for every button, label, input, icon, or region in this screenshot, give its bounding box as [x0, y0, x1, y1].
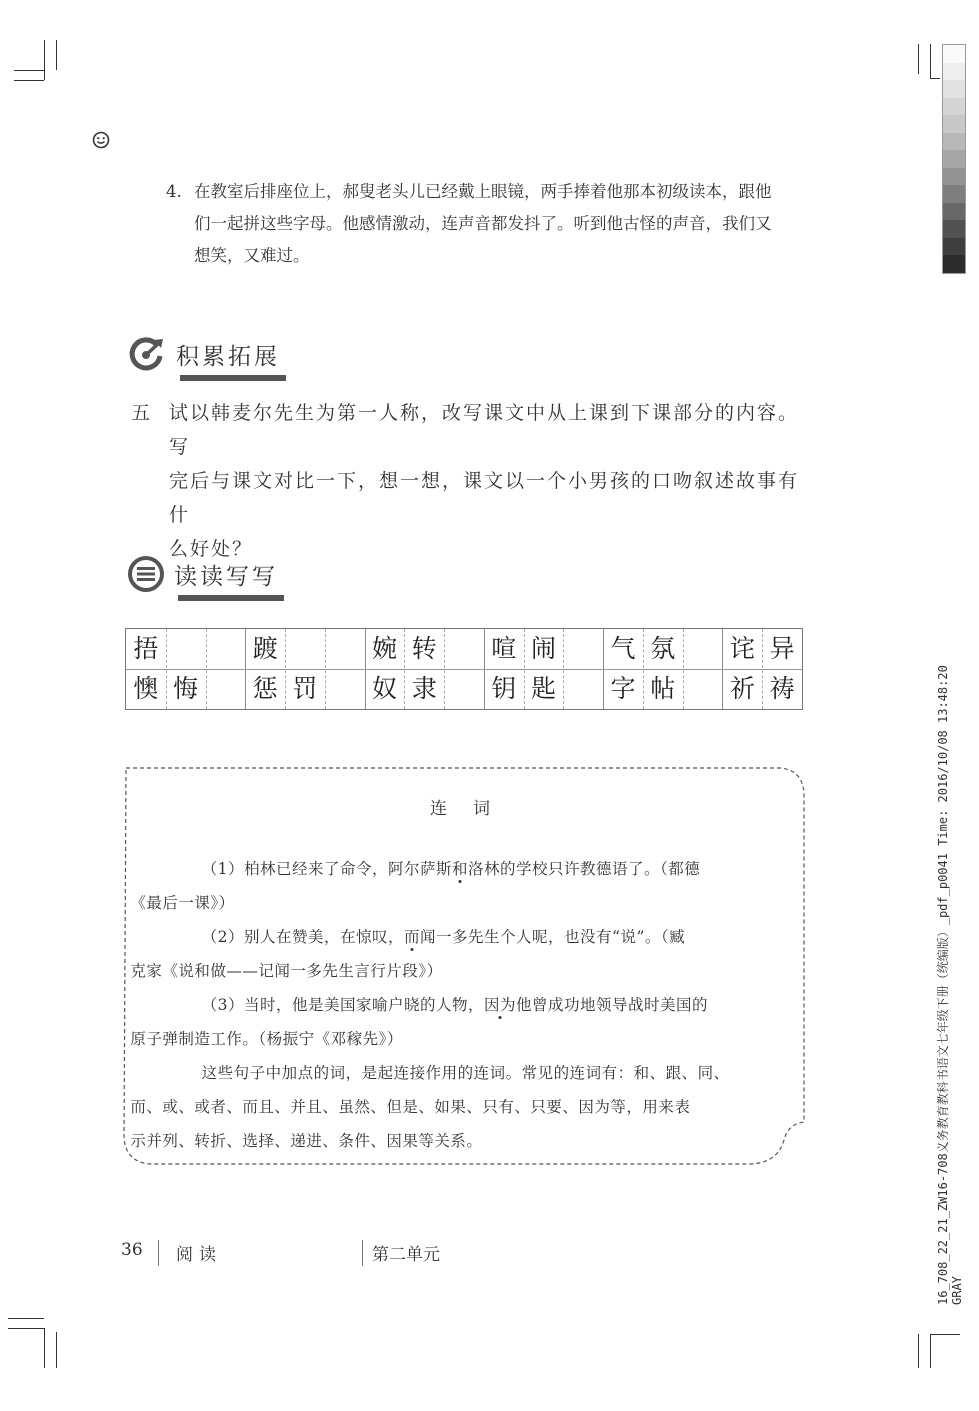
crop-mark [930, 1334, 931, 1368]
smiley-icon [92, 131, 110, 149]
page-number: 36 [121, 1240, 143, 1260]
vocab-char [444, 629, 484, 669]
vocab-char: 帖 [650, 674, 676, 703]
question-line: 试以韩麦尔先生为第一人称，改写课文中从上课到下课部分的内容。写 [169, 402, 800, 458]
vocab-char: 惩 [252, 674, 278, 703]
vocab-grid [125, 628, 803, 710]
vocab-char [683, 669, 723, 709]
crop-mark [14, 70, 44, 71]
question-line: 完后与课文对比一下，想一想，课文以一个小男孩的口吻叙述故事有什 [169, 470, 800, 526]
footer-section: 阅读 [176, 1245, 222, 1265]
vocab-char: 闹 [531, 634, 557, 663]
vocab-char: 罚 [292, 674, 318, 703]
vocab-char [206, 669, 246, 709]
vocab-char: 隶 [411, 674, 437, 703]
vocab-char: 字 [610, 674, 636, 703]
crop-mark [56, 40, 57, 70]
vocab-char [563, 629, 603, 669]
crop-mark [8, 1318, 44, 1319]
footer-divider [158, 1240, 159, 1266]
dotted-word: 和 [452, 860, 469, 878]
box-body [130, 852, 786, 1158]
crop-mark [8, 1328, 44, 1329]
summary: 这些句子中加点的词，是起连接作用的连词。常见的连词有：和、跟、同、 而、或、或者、而且、并且、虽然、但是、如果、只有、只要、因为等，用来表 示并列、转折、选择、递进、条件、因果等关系。 [130, 1064, 730, 1150]
vocab-row [126, 669, 802, 709]
passage-line: 们一起拼这些字母。他感情激动，连声音都发抖了。听到他古怪的声音，我们又 [194, 214, 772, 233]
section-header-accumulate [128, 334, 280, 374]
section-title: 读读写写 [174, 558, 278, 591]
item-number: 4. [166, 182, 182, 201]
passage-line: 想笑，又难过。 [194, 246, 310, 265]
vocab-char [683, 629, 723, 669]
example-1: （1）柏林已经来了命令，阿尔萨斯和洛林的学校只许教德语了。（都德 《最后一课》） [130, 860, 701, 912]
vocab-char: 转 [411, 634, 437, 663]
vocab-char: 婉 [371, 634, 397, 663]
passage-line: 在教室后排座位上，郝叟老头儿已经戴上眼镜，两手捧着他那本初级读本，跟他 [194, 182, 772, 201]
example-3: （3）当时，他是美国家喻户晓的人物，因为他曾成功地领导战时美国的 原子弹制造工作。（杨振宁《邓稼先》） [130, 996, 709, 1048]
crop-mark [930, 1334, 960, 1335]
section-title: 积累拓展 [176, 338, 280, 371]
footer-divider [362, 1240, 363, 1266]
vocab-char [563, 669, 603, 709]
vocab-char [325, 669, 365, 709]
vocab-char: 喧 [491, 634, 517, 663]
crop-mark [56, 1332, 57, 1368]
passage-item-4 [166, 176, 806, 272]
vocab-char: 匙 [531, 674, 557, 703]
crop-mark [918, 44, 919, 74]
vocab-char: 懊 [133, 674, 159, 703]
example-2: （2）别人在赞美，在惊叹，而闻一多先生个人呢，也没有“说”。（臧 克家《说和做——记闻一多先生言行片段》） [130, 928, 686, 980]
crop-mark [930, 44, 931, 78]
vocab-char [285, 629, 325, 669]
question-5 [131, 396, 811, 566]
vocab-char: 奴 [371, 674, 397, 703]
vocab-char [166, 629, 206, 669]
title-underline [180, 375, 286, 381]
title-underline [178, 595, 284, 601]
crop-mark [14, 80, 44, 81]
vocab-char: 气 [610, 634, 636, 663]
vocab-char [206, 629, 246, 669]
vocab-char: 祈 [729, 674, 755, 703]
vocab-char: 钥 [491, 674, 517, 703]
gray-scale-bar [942, 44, 966, 274]
footer-unit: 第二单元 [372, 1245, 440, 1265]
crop-mark [930, 78, 940, 79]
vocab-char: 踱 [252, 634, 278, 663]
vocab-char [444, 669, 484, 709]
crop-mark [918, 1334, 919, 1368]
crop-mark [44, 1328, 45, 1368]
box-title: 连词 [430, 799, 516, 819]
vocab-char: 氛 [650, 634, 676, 663]
vocab-char: 诧 [729, 634, 755, 663]
vocab-char: 捂 [133, 634, 159, 663]
question-line: 么好处？ [169, 538, 254, 560]
arrow-target-icon [128, 334, 168, 374]
dotted-word: 因为 [484, 996, 517, 1014]
vocab-char: 祷 [769, 674, 795, 703]
vocab-char [325, 629, 365, 669]
vocab-char: 异 [769, 634, 795, 663]
dotted-word: 而 [404, 928, 421, 946]
print-slug: 16_708_22_21_ZW16-708义务教育教科书语文七年级下册（统编版）_pdf_p0041 Time: 2016/10/08 13:48:20 GRAY [936, 665, 964, 1305]
section-header-read-write [126, 554, 278, 594]
question-label: 五 [131, 402, 153, 424]
vocab-row [126, 629, 802, 669]
crop-mark [44, 40, 45, 80]
list-lines-icon [126, 554, 166, 594]
vocab-char: 悔 [173, 674, 199, 703]
